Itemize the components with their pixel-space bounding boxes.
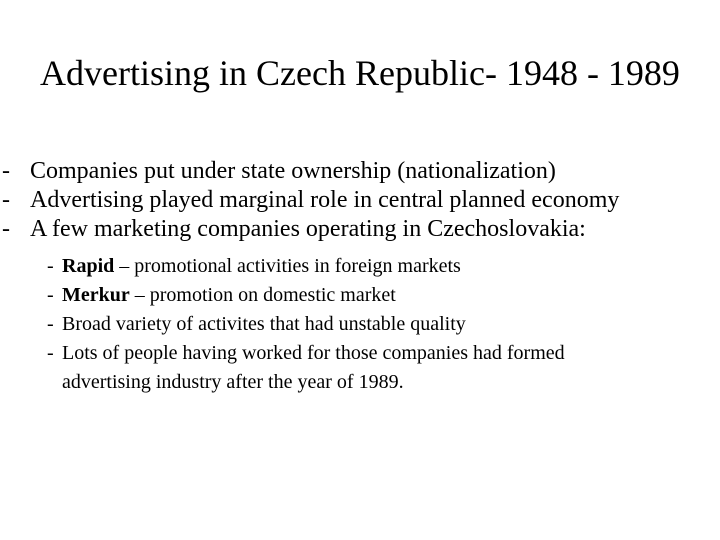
sub-bullet-marker: - [47,284,54,306]
sub-bullet-marker: - [47,313,54,335]
sub-bullet-bold: Rapid [62,255,115,277]
sub-bullet-item [2,310,594,339]
sub-bullet-text: – promotion on domestic market [129,284,396,306]
bullet-marker: - [2,187,10,213]
sub-bullet-list [2,252,594,397]
bullet-list [2,157,680,397]
sub-bullet-text: Lots of people having worked for those companies had formed advertising industry after the year of 1989. [62,342,565,393]
sub-bullet-text: – promotional activities in foreign markets [114,255,461,277]
sub-bullet-bold: Merkur [62,284,130,306]
bullet-text: Advertising played marginal role in central planned economy [30,187,620,213]
sub-bullet-item [2,252,594,281]
bullet-item [2,157,622,186]
sub-bullet-text: Broad variety of activites that had unstable quality [62,313,466,335]
bullet-item [2,215,622,397]
bullet-marker: - [2,216,10,242]
sub-bullet-item [2,281,594,310]
bullet-text: Companies put under state ownership (nationalization) [30,158,556,184]
bullet-marker: - [2,158,10,184]
sub-bullet-item [2,339,594,397]
bullet-item [2,186,622,215]
bullet-text: A few marketing companies operating in Czechoslovakia: [30,216,586,242]
slide-title: Advertising in Czech Republic- 1948 - 1989 [40,53,680,93]
sub-bullet-marker: - [47,342,54,364]
sub-bullet-marker: - [47,255,54,277]
